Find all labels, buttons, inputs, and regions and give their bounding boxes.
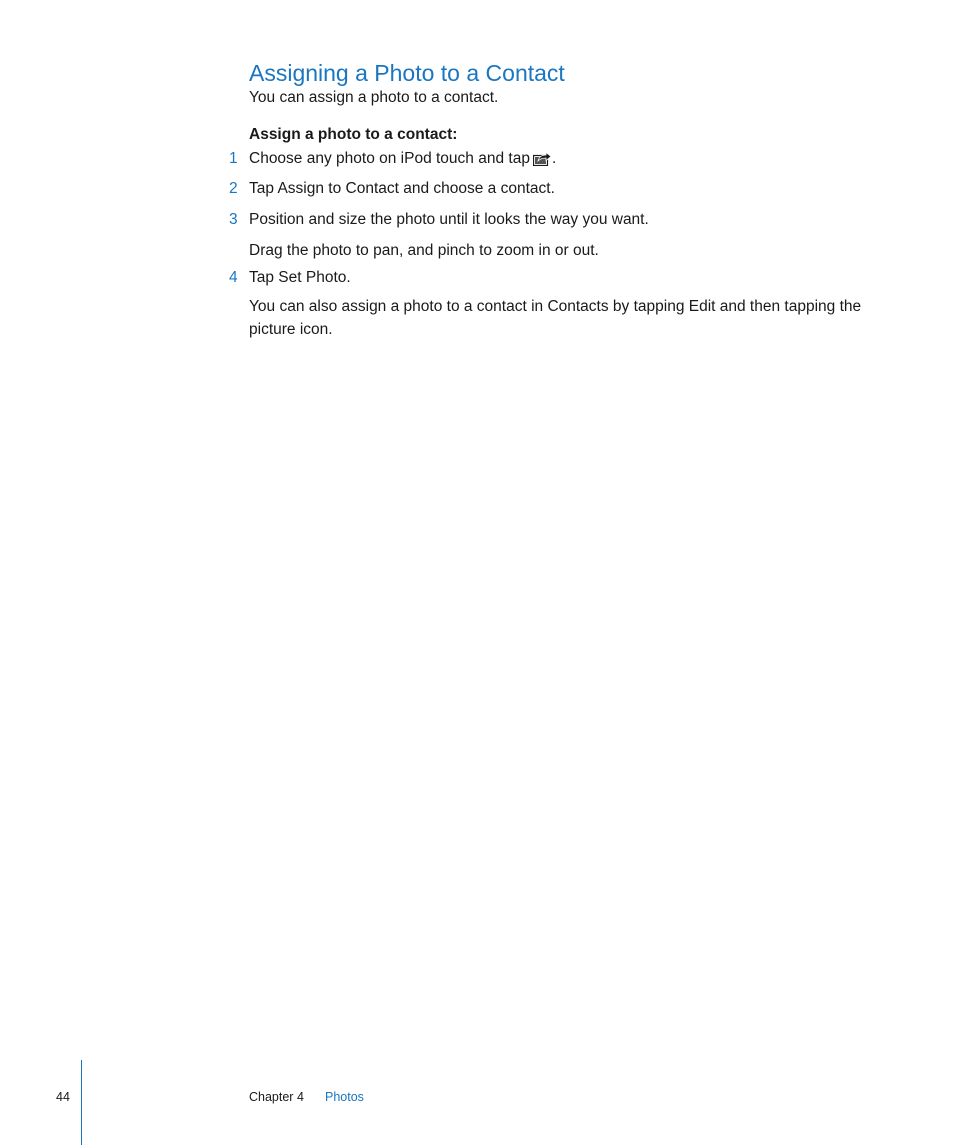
chapter-label: Chapter 4 xyxy=(249,1090,304,1104)
footer-divider xyxy=(81,1060,82,1145)
step-text: Position and size the photo until it looks the way you want. xyxy=(249,211,649,228)
step-4 xyxy=(0,267,954,289)
step-text: Tap Set Photo. xyxy=(249,269,351,286)
step-text-before: Choose any photo on iPod touch and tap xyxy=(249,150,530,167)
chapter-name-link[interactable]: Photos xyxy=(325,1090,364,1104)
step-4-note: You can also assign a photo to a contact in Contacts by tapping Edit and then tapping the picture icon. xyxy=(249,298,862,338)
step-number: 4 xyxy=(229,269,238,286)
step-number: 2 xyxy=(229,180,238,197)
step-text xyxy=(249,148,556,170)
section-title: Assigning a Photo to a Contact xyxy=(249,60,565,86)
step-number: 3 xyxy=(229,211,238,228)
step-text: Tap Assign to Contact and choose a contact. xyxy=(249,180,555,197)
step-2 xyxy=(0,178,954,200)
step-3-note: Drag the photo to pan, and pinch to zoom in or out. xyxy=(249,242,599,259)
step-1 xyxy=(0,148,954,170)
share-action-icon xyxy=(533,149,552,166)
step-number: 1 xyxy=(229,150,238,167)
step-text-after: . xyxy=(551,150,557,167)
page-number: 44 xyxy=(56,1090,70,1104)
section-intro: You can assign a photo to a contact. xyxy=(249,89,499,106)
task-heading: Assign a photo to a contact: xyxy=(249,126,458,143)
step-3 xyxy=(0,209,954,231)
